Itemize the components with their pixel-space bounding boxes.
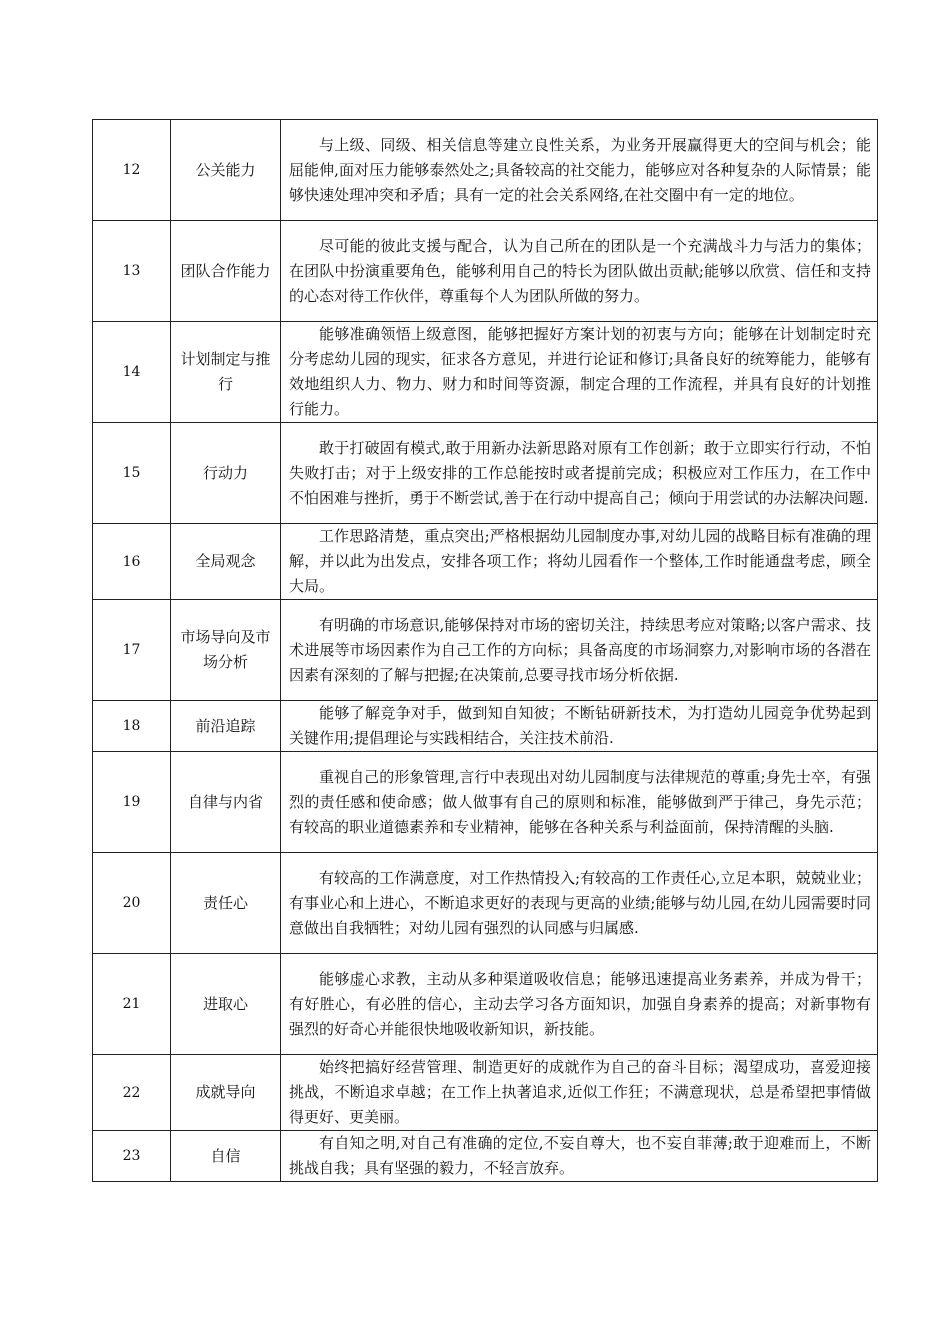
competency-name: 成就导向 [171, 1055, 281, 1131]
table-row [93, 221, 878, 322]
competency-name: 责任心 [171, 853, 281, 954]
table-row [93, 752, 878, 853]
competency-name: 行动力 [171, 423, 281, 524]
row-number: 18 [93, 701, 171, 752]
row-number: 20 [93, 853, 171, 954]
competency-description: 重视自己的形象管理,言行中表现出对幼儿园制度与法律规范的尊重;身先士卒，有强烈的责任感和使命感；做人做事有自己的原则和标准，能够做到严于律己，身先示范；有较高的职业道德素养和专业精神，能够在各种关系与利益面前，保持清醒的头脑. [281, 752, 878, 853]
competency-name: 计划制定与推行 [171, 322, 281, 423]
table-row [93, 322, 878, 423]
table-row [93, 1055, 878, 1131]
table-row [93, 524, 878, 600]
row-number: 15 [93, 423, 171, 524]
row-number: 21 [93, 954, 171, 1055]
competency-name: 全局观念 [171, 524, 281, 600]
competency-name: 自信 [171, 1131, 281, 1182]
competency-name: 公关能力 [171, 120, 281, 221]
row-number: 22 [93, 1055, 171, 1131]
competency-description: 能够准确领悟上级意图，能够把握好方案计划的初衷与方向；能够在计划制定时充分考虑幼儿园的现实，征求各方意见，并进行论证和修订;具备良好的统筹能力，能够有效地组织人力、物力、财力和时间等资源，制定合理的工作流程，并具有良好的计划推行能力。 [281, 322, 878, 423]
competency-description: 始终把搞好经营管理、制造更好的成就作为自己的奋斗目标；渴望成功，喜爱迎接挑战，不断追求卓越；在工作上执著追求,近似工作狂；不满意现状，总是希望把事情做得更好、更美丽。 [281, 1055, 878, 1131]
competency-name: 进取心 [171, 954, 281, 1055]
table-row [93, 954, 878, 1055]
row-number: 13 [93, 221, 171, 322]
competency-description: 有明确的市场意识,能够保持对市场的密切关注，持续思考应对策略;以客户需求、技术进展等市场因素作为自己工作的方向标；具备高度的市场洞察力,对影响市场的各潜在因素有深刻的了解与把握;在决策前,总要寻找市场分析依据. [281, 600, 878, 701]
competency-name: 团队合作能力 [171, 221, 281, 322]
row-number: 17 [93, 600, 171, 701]
competency-name: 自律与内省 [171, 752, 281, 853]
row-number: 12 [93, 120, 171, 221]
competency-description: 敢于打破固有模式,敢于用新办法新思路对原有工作创新；敢于立即实行行动，不怕失败打击；对于上级安排的工作总能按时或者提前完成；积极应对工作压力，在工作中不怕困难与挫折，勇于不断尝试,善于在行动中提高自己；倾向于用尝试的办法解决问题. [281, 423, 878, 524]
row-number: 14 [93, 322, 171, 423]
competency-description: 与上级、同级、相关信息等建立良性关系，为业务开展赢得更大的空间与机会；能屈能伸,面对压力能够泰然处之;具备较高的社交能力，能够应对各种复杂的人际情景；能够快速处理冲突和矛盾；具有一定的社会关系网络,在社交圈中有一定的地位。 [281, 120, 878, 221]
competency-table [92, 119, 878, 1182]
competency-description: 有较高的工作满意度，对工作热情投入;有较高的工作责任心,立足本职，兢兢业业；有事业心和上进心，不断追求更好的表现与更高的业绩;能够与幼儿园,在幼儿园需要时同意做出自我牺牲；对幼儿园有强烈的认同感与归属感. [281, 853, 878, 954]
table-row [93, 600, 878, 701]
competency-description: 工作思路清楚，重点突出;严格根据幼儿园制度办事,对幼儿园的战略目标有准确的理解，并以此为出发点，安排各项工作；将幼儿园看作一个整体,工作时能通盘考虑，顾全大局。 [281, 524, 878, 600]
table-row [93, 1131, 878, 1182]
row-number: 23 [93, 1131, 171, 1182]
competency-description: 有自知之明,对自己有准确的定位,不妄自尊大，也不妄自菲薄;敢于迎难而上，不断挑战自我；具有坚强的毅力，不轻言放弃。 [281, 1131, 878, 1182]
table-row [93, 853, 878, 954]
table-row [93, 120, 878, 221]
competency-name: 市场导向及市场分析 [171, 600, 281, 701]
table-row [93, 701, 878, 752]
competency-description: 能够虚心求教，主动从多种渠道吸收信息；能够迅速提高业务素养，并成为骨干；有好胜心，有必胜的信心，主动去学习各方面知识，加强自身素养的提高；对新事物有强烈的好奇心并能很快地吸收新知识，新技能。 [281, 954, 878, 1055]
competency-description: 能够了解竞争对手，做到知自知彼；不断钻研新技术，为打造幼儿园竞争优势起到关键作用;提倡理论与实践相结合，关注技术前沿. [281, 701, 878, 752]
row-number: 16 [93, 524, 171, 600]
row-number: 19 [93, 752, 171, 853]
competency-name: 前沿追踪 [171, 701, 281, 752]
competency-description: 尽可能的彼此支援与配合，认为自己所在的团队是一个充满战斗力与活力的集体；在团队中扮演重要角色，能够利用自己的特长为团队做出贡献;能够以欣赏、信任和支持的心态对待工作伙伴，尊重每个人为团队所做的努力。 [281, 221, 878, 322]
table-row [93, 423, 878, 524]
